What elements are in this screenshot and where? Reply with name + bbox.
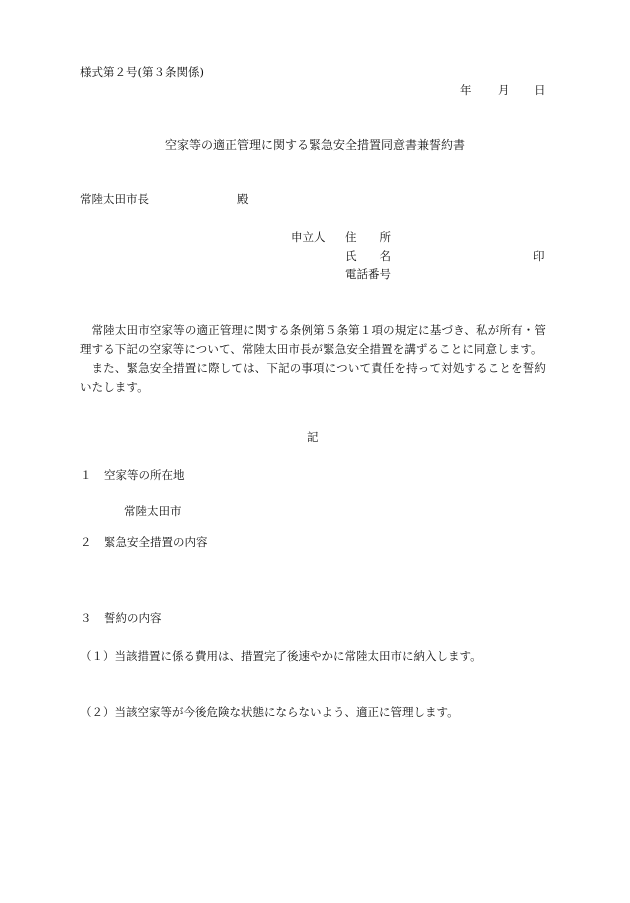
item-location-heading	[80, 470, 185, 482]
addressee-name: 常陸太田市長	[80, 192, 149, 206]
item-number: ３	[80, 611, 92, 625]
item-measure-heading	[80, 537, 208, 549]
item-label: 空家等の所在地	[104, 468, 185, 482]
item-number: １	[80, 468, 92, 482]
applicant-label: 申立人	[291, 230, 326, 244]
location-value: 常陸太田市	[124, 504, 182, 518]
address-label: 住 所	[345, 230, 391, 244]
item-label: 誓約の内容	[104, 611, 162, 625]
pledge-item-management: （２）当該空家等が今後危険な状態にならないよう、適正に管理します。	[80, 705, 459, 719]
date-month-label: 月	[498, 83, 510, 97]
pledge-paragraph: また、緊急安全措置に際しては、下記の事項について責任を持って対処することを誓約いたします。	[80, 361, 546, 394]
date-year-label: 年	[460, 83, 472, 97]
name-label: 氏 名	[345, 249, 391, 263]
date-day-label: 日	[534, 83, 546, 97]
consent-body	[80, 321, 546, 397]
addressee-honorific: 殿	[237, 192, 249, 206]
pledge-item-cost: （１）当該措置に係る費用は、措置完了後速やかに常陸太田市に納入します。	[80, 649, 482, 663]
phone-label: 電話番号	[345, 267, 391, 281]
item-pledge-heading	[80, 613, 162, 625]
ki-heading: 記	[307, 430, 319, 444]
form-label: 様式第２号(第３条関係)	[80, 65, 204, 79]
seal-mark: 印	[533, 249, 545, 263]
document-title: 空家等の適正管理に関する緊急安全措置同意書兼誓約書	[164, 138, 465, 152]
item-label: 緊急安全措置の内容	[104, 535, 208, 549]
item-number: ２	[80, 535, 92, 549]
consent-paragraph: 常陸太田市空家等の適正管理に関する条例第５条第１項の規定に基づき、私が所有・管理する下記の空家等について、常陸太田市長が緊急安全措置を講ずることに同意します。	[80, 323, 546, 356]
